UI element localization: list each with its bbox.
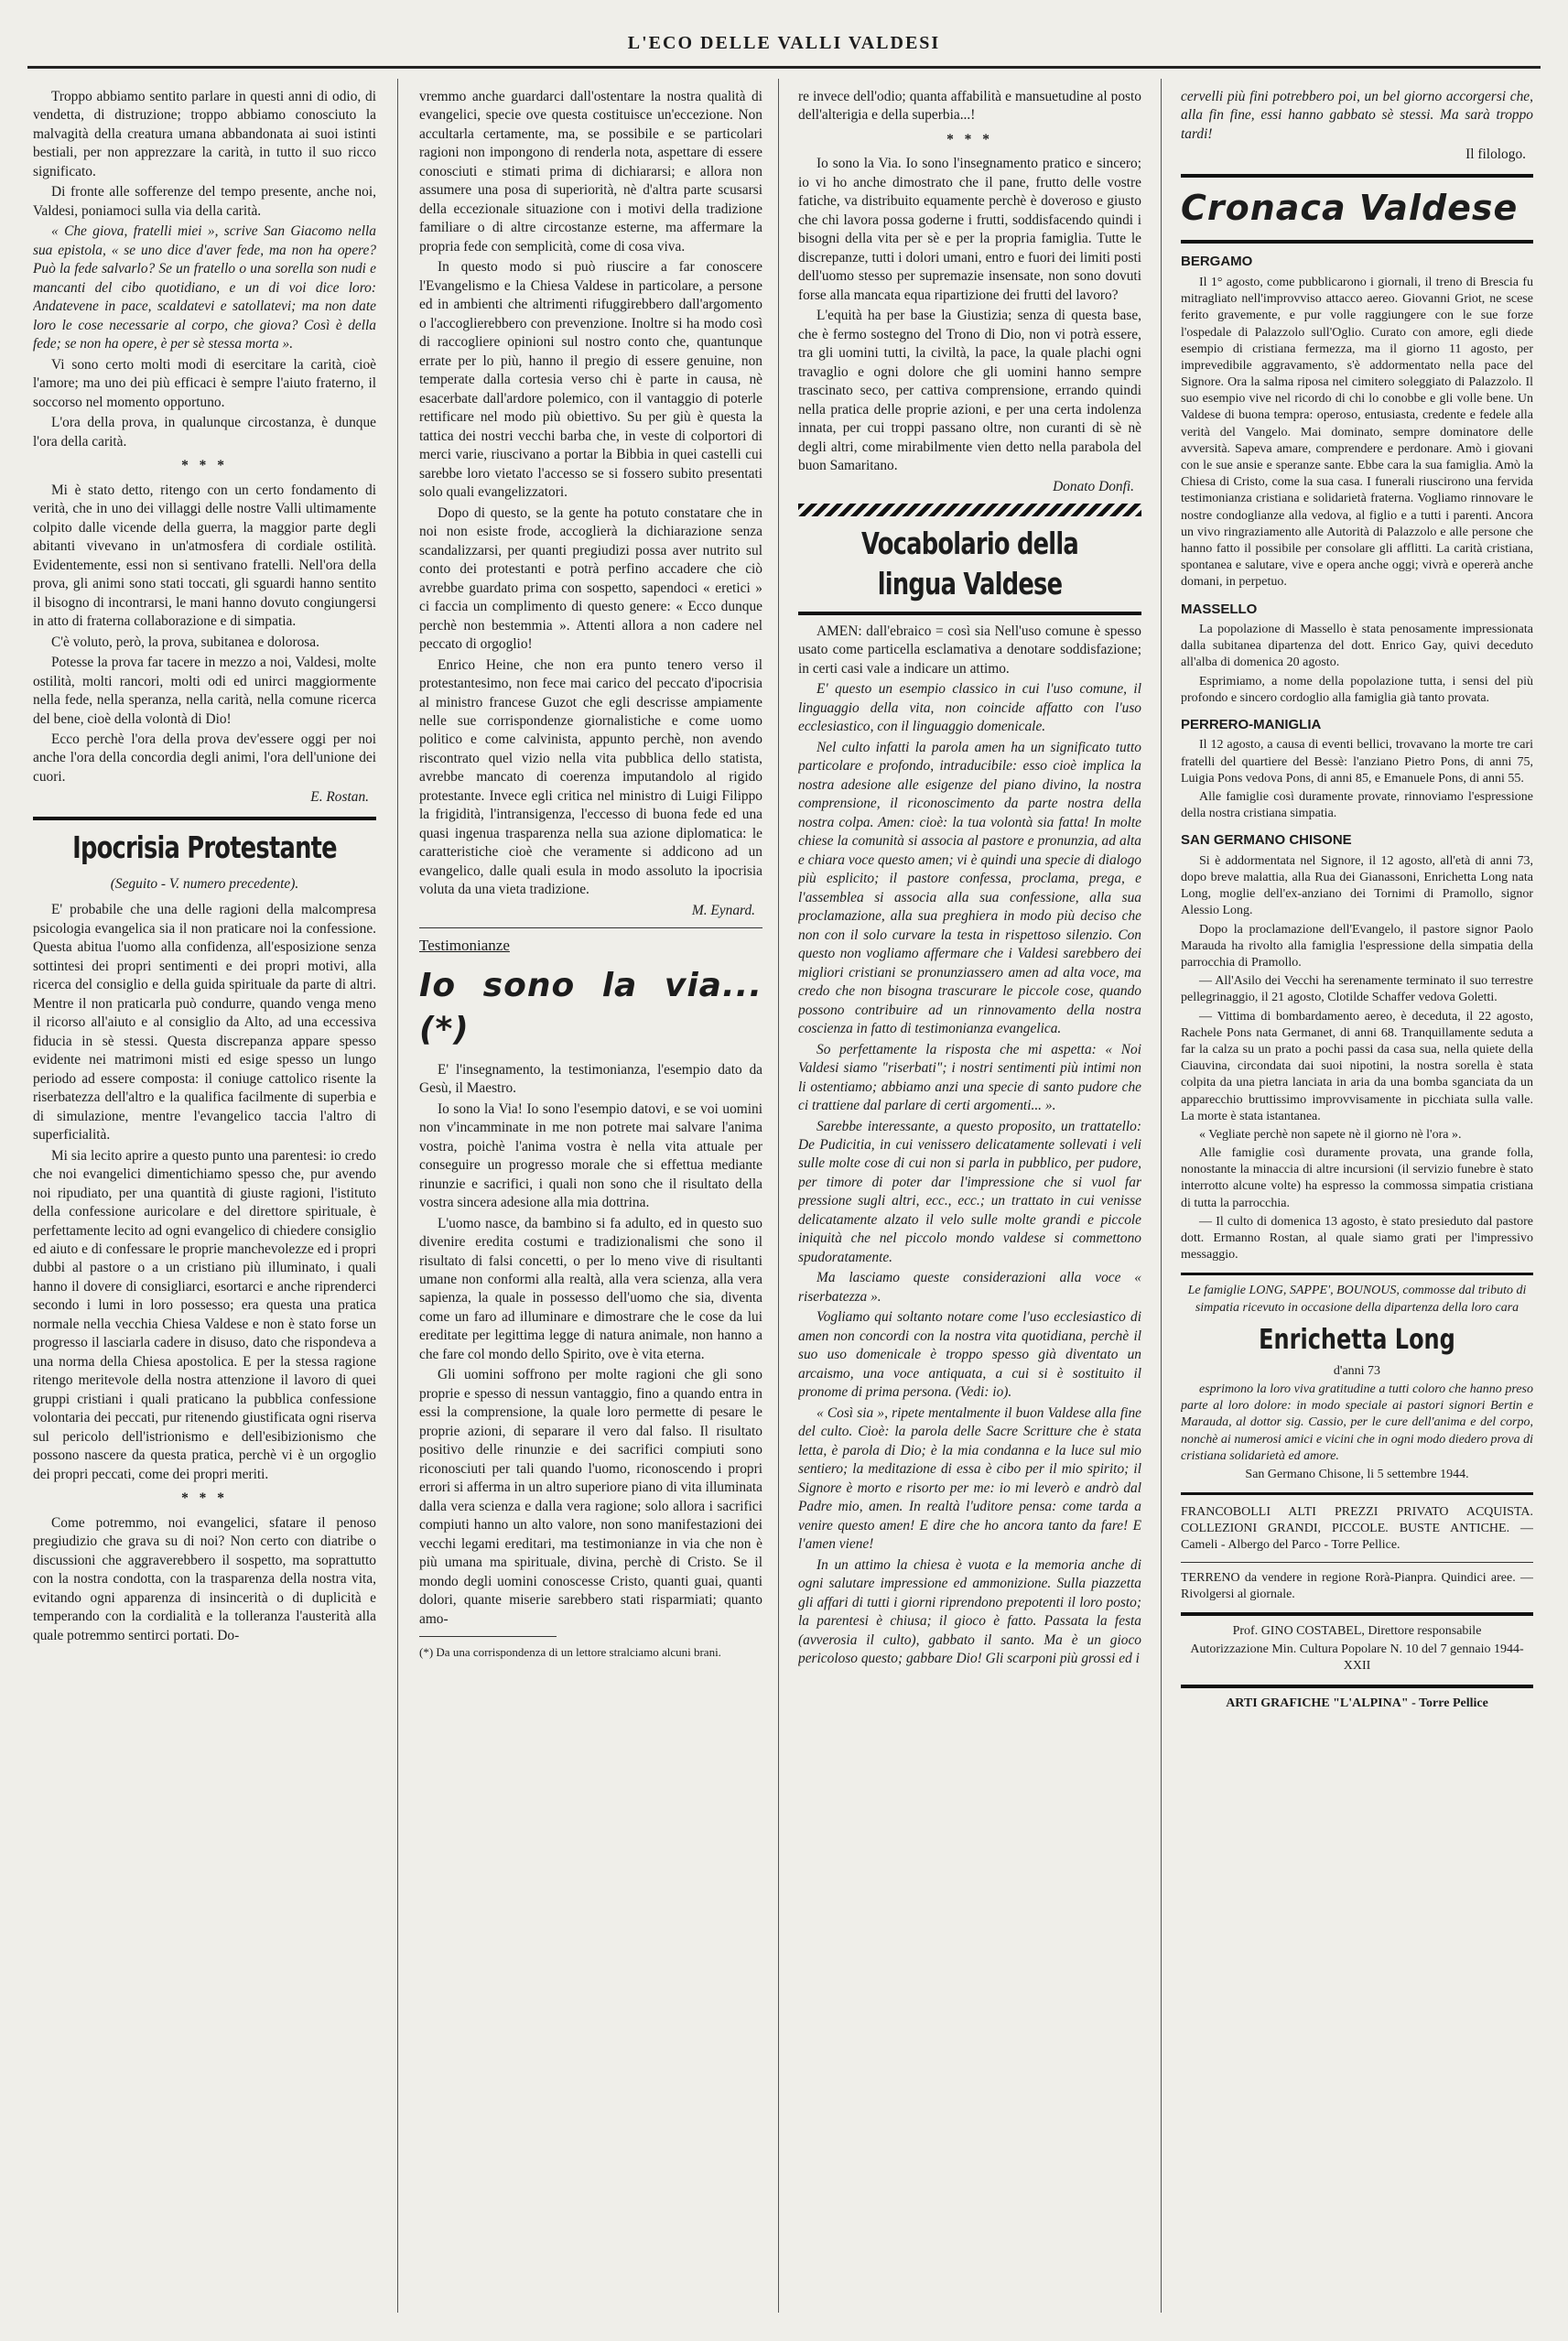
divider [1181,1685,1533,1688]
imprint-editor: Prof. GINO COSTABEL, Direttore responsabile [1232,1624,1482,1639]
paragraph: Ecco perchè l'ora della prova dev'essere oggi per noi anche l'ora della concordia degli animi, l'ora dell'unione dei cuori. [33,731,376,785]
paragraph: E' questo un esempio classico in cui l'uso comune, il linguaggio della vita, non coincide affatto con l'uso ecclesiastico, con il linguaggio domenicale. [798,681,1141,735]
running-head: L'ECO DELLE VALLI VALDESI [627,33,941,53]
place-heading: BERGAMO [1181,254,1253,270]
paragraph: Il 12 agosto, a causa di eventi bellici, trovavano la morte tre cari fratelli del quartiere del Bessè: l'anziano Pietro Pons, di anni 75, Luigia Pons vedova Pons, di anni 85, e Emanuele Pons, di anni 55. [1181,738,1533,786]
paragraph: Alle famiglie così duramente provate, rinnoviamo l'espressione della nostra cristiana simpatia. [1181,790,1533,821]
paragraph: — All'Asilo dei Vecchi ha serenamente terminato il suo terrestre pellegrinaggio, il 21 agosto, Clotilde Schaffer vedova Goletti. [1181,974,1533,1005]
author-signature: M. Eynard. [691,902,755,918]
divider [798,612,1141,615]
imprint-printer: ARTI GRAFICHE "L'ALPINA" - Torre Pellice [1226,1696,1488,1710]
paragraph: « Che giova, fratelli miei », scrive San Giacomo nella sua epistola, « se uno dice d'aver fede, ma non ha opere? Può la fede salvarlo? Se un fratello o una sorella son nudi e mancanti del cibo quotidiano, e un di voi dice loro: Andatevene in pace, scaldatevi e satollatevi; ma non date loro le cose necessarie al corpo, che giova? Così è della fede; se non ha opere, è per sè stessa morta ». [33,223,376,352]
paragraph: Il 1° agosto, come pubblicarono i giornali, il treno di Brescia fu mitragliato nell'improvviso attacco aereo. Giovanni Griot, ne scese ferito gravemente, e pur volle raggiungere con le sue forze l'ospedale di Palazzolo sull'Oglio. Curato con amore, egli diede esempio di cristiana fermezza, ma il giorno 11 agosto, per imprevedibile aggravamento, s'è addormentato nella pace del Signore. Ora la salma riposa nel cimitero soleggiato di Palazzolo. Il suo esempio vive nel ricordo di chi lo conobbe e gli volle bene. Un Valdese di buona tempra: operoso, entusiasta, credente e fedele alla verità del Vangelo. Mai dominato, sempre dominatore delle avversità. Sapeva amare, comprendere e perdonare. Amò i giovani con le sue ansie e speranze sante. Ebbe cara la sua famiglia. Amò la Chiesa di Cristo, come la sua casa. I funerali riuscirono una fervida testimonianza cristiana e solidarietà fraterna. Vogliamo rinnovare le nostre condoglianze alla vedova, al figlio e a tutti i parenti. Ancora un vivo ringraziamento alle Autorità di Palazzolo e alle persone che hanno fatto il possibile per consolare gli afflitti. La carità cristiana, spontanea e salutare, vive e opera anche oggi; vivrà e opererà anche domani, in perpetuo. [1181,275,1533,590]
divider [33,817,376,820]
paragraph: Come potremmo, noi evangelici, sfatare il penoso pregiudizio che grava su di noi? Non certo con diatribe o discussioni che aggraverebbero il sospetto, ma soprattutto con la nostra condotta, con la trasparenza della nostra vita, evitando ogni apparenza di insincerità o di duplicità e temperando con la cordialità e la tolleranza l'austerità alla quale potremmo sentirci portati. Do- [33,1514,376,1643]
article-subtitle: (Seguito - V. numero precedente). [110,875,299,892]
paragraph: AMEN: dall'ebraico = così sia Nell'uso comune è spesso usato come particella esclamativa a denotare soddisfazione; in certi casi vale a indicare un attimo. [798,623,1141,677]
paragraph: « Così sia », ripete mentalmente il buon Valdese alla fine del culto. Cioè: la parola delle Sacre Scritture che è stata letta, è parola di Dio; è la mia condanna e la luce sul mio sentiero; la meditazione di essa è cibo per il mio spirito; il Signore è morto e risorto per me: io mi leverò e andrò dal Padre mio, amen. In realtà l'uditore pensa: come tarda a venire questo amen! E dire che ho ancora tanto da fare! E l'amen viene! [798,1404,1141,1553]
author-signature: Il filologo. [1465,146,1526,163]
divider [1181,240,1533,244]
section-separator: * * * [946,131,993,147]
column-4 [1181,88,1533,2308]
paragraph: Esprimiamo, a nome della popolazione tutta, i sensi del più profondo e sincero cordoglio alla famiglia già tanto provata. [1181,674,1533,705]
paragraph: In un attimo la chiesa è vuota e la memoria anche di ogni salutare impressione ed ammonizione. Sulla piazzetta gli affari di tutti i giorni riprendono prepotenti il loro posto; la parentesi è chiusa; il gioco è fatto. Passata la festa (avverosia il culto), gabbato il santo. Ma è un gioco pericoloso questo; gabbare Dio! Gli scarponi più grossi ed i [798,1556,1141,1667]
paragraph: E' probabile che una delle ragioni della malcompresa psicologia evangelica sia il non praticare noi la confessione. Questa abitua l'uomo alla confidenza, all'esposizione senza sottintesi dei propri sentimenti e dei propri motivi, alla ricerca del consiglio e della guida spirituale da parte di altri. Mentre il non praticarla può condurre, quando venga meno il ricorso all'aiuto e al consiglio da Alto, ad una eccessiva fiducia in sè stessi. Questa discrepanza appare spesso evidente nei matrimoni misti ed esige spesso un lungo periodo ad essere composta: il coniuge cattolico risente la riserbatezza dell'altro e la qualifica facilmente di superbia e di simulazione, mentre l'evangelico taccia l'altro di superficialità. [33,902,376,1143]
paragraph: So perfettamente la risposta che mi aspetta: « Noi Valdesi siamo "riserbati"; i nostri sentimenti più intimi non li ostentiamo; abbiamo anzi una specie di santo pudore che ci trattiene dal parlare di certi argomenti... ». [798,1041,1141,1114]
obituary-notice [1181,1273,1533,1495]
column-1 [33,88,376,2308]
paragraph: C'è voluto, però, la prova, subitanea e dolorosa. [51,634,319,650]
divider [419,927,762,928]
masthead [27,29,1541,69]
decorative-divider [798,504,1141,516]
classified-ad: TERRENO da vendere in regione Rorà-Pianpra. Quindici aree. — Rivolgersi al giornale. [1181,1570,1533,1601]
paragraph: Nel culto infatti la parola amen ha un significato tutto particolare e profondo, intraducibile: esso cioè implica la nostra adesione alle esigenze del piano divino, la nostra comprensione, il riconoscimento da parte nostra della nostra colpa. Amen: cioè: la tua volontà sia fatta! In molte chiese la comunità si associa al pastore e pronunzia, ad alta e chiara voce questo amen; vi è quindi una specie di dialogo più esplicito; il pastore confessa, proclama, prega, e l'assemblea si associa alla sua confessione, alla sua proclamazione, alla sua preghiera in modo più deciso che non con il solo curvare la testa in rispettoso silenzio. Con questo non vogliamo affermare che i Valdesi sarebbero dei migliori cristiani se pronunziassero amen ad alta voce, ma credo che non bisogna trascurare le piccole cose, quando possono contribuire ad un rinnovamento della nostra coscienza in fatto di testimonianza evangelica. [798,739,1141,1037]
column-rule [397,79,398,2313]
classified-ad: FRANCOBOLLI ALTI PREZZI PRIVATO ACQUISTA. COLLEZIONI GRANDI, PICCOLE. BUSTE ANTICHE. — Cameli - Albergo del Parco - Torre Pellice. [1181,1505,1533,1553]
paragraph: vremmo anche guardarci dall'ostentare la nostra qualità di evangelici, specie ove questa costituisce un'eccezione. Non accultarla certamente, ma, se possibile e se particolari ragioni non impongono di renderla nota, aspettare di essere conosciuti e stimati prima di dichiararsi; e allora non assumere una posa di superiorità, nè d'altra parte scusarsi della eccezionale situazione con i motivi della tradizione familiare o di altre circostanze esterne, ma affermare la propria fede con semplicità, come di cosa viva. [419,89,762,255]
divider [1181,174,1533,178]
paragraph: Potesse la prova far tacere in mezzo a noi, Valdesi, molte ostilità, molti rancori, molti odi ed unirci maggiormente nella fede, nella speranza, nella carità, nella comune ricerca del bene, cioè della volontà di Dio! [33,655,376,727]
section-heading: Testimonianze [419,937,510,955]
chronicle-section [1181,253,1533,1263]
paragraph: Enrico Heine, che non era punto tenero verso il protestantesimo, non fece mai carico del peccato d'ipocrisia al ministro francese Guzot che egli descrisse ampiamente nelle sue corrispondenze giornalistiche e come uomo politico e come calvinista, appunto perchè, non avendo riscontrato quel vizio nella vita pubblica dello statista, avrebbe mancato di coerenza imputandolo al rigido protestante. Invece egli critica nel ministro di Luigi Filippo la frigidità, l'intransigenza, l'eccesso di buona fede ed una quasi ingenua trasparenza nella sua azione diplomatica: le caratteristiche cioè che veramente si addicono ad un evangelico, dalle quali esula in modo assoluto la ipocrisia voluta da una vieta tradizione. [419,656,762,898]
place-heading: SAN GERMANO CHISONE [1181,832,1352,849]
column-rule [1161,79,1162,2313]
article-title: Vocabolario della lingua Valdese [861,526,1078,602]
notice-body: esprimono la loro viva gratitudine a tutti coloro che hanno preso parte al loro dolore: in modo speciale ai pastori signori Bertin e Marauda, al dottor sig. Cassio, per le cure dell'anima e del corpo, nonchè ai numerosi amici e vicini che in ogni modo diedero prova di cristiana solidarietà ed amore. [1181,1382,1533,1463]
author-signature: Donato Donfi. [1053,478,1134,494]
paragraph: Dopo di questo, se la gente ha potuto constatare che in noi non esiste frode, accoglierà la dichiarazione senza scandalizzarsi, per quanti pregiudizi possa aver nutrito sul conto dei protestanti e potrà perfino accadere che ciò avrebbe guardato prima con sospetto, sapendoci « eretici » ci faccia un complimento di questo genere: « Ecco dunque perchè non bestemmia ». Attenti allora a non cadere nel peccato di orgoglio! [419,504,762,653]
paragraph: Di fronte alle sofferenze del tempo presente, anche noi, Valdesi, poniamoci sulla via della carità. [33,184,376,219]
place-heading: PERRERO-MANIGLIA [1181,716,1322,732]
column-3 [798,88,1141,2308]
paragraph: Sarebbe interessante, a questo proposito, un trattatello: De Pudicitia, in cui venissero delicatamente sollevati i veli sulle molte cose di cui non si parla in pubblico, per pudore, per timore di poter dar l'impressione che si vuol far pressione sugli altri, ecc., ecc.; un trattato in cui venisse delicatamente alzato il velo sulle molte grandi e piccole iniquità che nel piccolo mondo valdese si commettono spudoratamente. [798,1118,1141,1265]
article-title: Cronaca Valdese [1181,187,1519,228]
notice-name: Enrichetta Long [1259,1323,1455,1356]
article-title: Ipocrisia Protestante [72,829,337,865]
paragraph: Si è addormentata nel Signore, il 12 agosto, all'età di anni 73, dopo breve malattia, alla Rua dei Gianassoni, Enrichetta Long nata Long, moglie dell'ex-anziano dei Tornimi di Pramollo, signor Alessio Long. [1181,853,1533,918]
place-heading: MASSELLO [1181,601,1258,617]
classified-ads [1181,1504,1533,1712]
paragraph: Dopo la proclamazione dell'Evangelo, il pastore signor Paolo Marauda ha rivolto alla famiglia l'espressione della simpatia della parrocchia di Pramollo. [1181,922,1533,970]
paragraph: Mi è stato detto, ritengo con un certo fondamento di verità, che in uno dei villaggi delle nostre Valli ultimamente colpito dalle vicende della guerra, la maggior parte degli abitanti vivevano in un'atmosfera di cordiale ostilità. Evidentemente, essi non si sentivano fratelli. Nell'ora della prova, gli animi sono stati toccati, gli sguardi hanno sentito il bisogno di incontrarsi, le mani hanno dovuto congiungersi in atto di fraterna collaborazione e di simpatia. [33,482,376,630]
imprint-authorization: Autorizzazione Min. Cultura Popolare N. 10 del 7 gennaio 1944-XXII [1190,1642,1524,1674]
paragraph: Gli uomini soffrono per molte ragioni che gli sono proprie e spesso di nessun vantaggio, fino a quando entra in essi la comprensione, la quale loro permette di pesare le proprie azioni, di separare il vero dal falso. Il risultato positivo delle rinunzie e dei sacrifici compiuti sono riconosciuti per tali quando l'uomo, riconoscendo i propri errori si afferma in un altro superiore piano di vita illuminata dalla vera scienza e dalla vera ragione; solo allora i sacrifici compiuti hanno un alto valore, non sono manifestazioni dei vecchi legami ereditari, ma testimonianze in via che non è più umana ma spirituale, divina, perchè di Cristo. Se il mondo degli uomini conoscesse Cristo, quanti guai, quanti dolori, quante miserie sarebbero stati risparmiati; quanto amo- [419,1367,762,1627]
section-separator: * * * [181,458,228,474]
notice-place: San Germano Chisone, li 5 settembre 1944. [1245,1467,1469,1481]
paragraph: In questo modo si può riuscire a far conoscere l'Evangelismo e la Chiesa Valdese in particolare, a persone ed in ambienti che altrimenti rifuggirebbero dall'argomento o l'accoglierebbero con prevenzione. Inoltre si ha modo così di raccogliere opinioni sul nostro conto che, quantunque errate per lo più, hanno il pregio di essere genuine, non temperate dalla cortesia verso chi è parte in causa, nè esacerbate dall'ardore polemico, con il vantaggio di poterle rettificare nel modo più obiettivo. Su per giù è questa la tattica dei nostri vecchi barba che, in veste di colportori di merci varie, riuscivano a portar la Bibbia in quei castelli cui sarebbe loro vietato l'accesso se si fossero subito presentati solo quali evangelizzatori. [419,259,762,501]
divider [1181,1612,1533,1616]
paragraph: Io sono la Via. Io sono l'insegnamento pratico e sincero; io vi ho anche dimostrato che il pane, frutto delle vostre fatiche, va distribuito equamente perchè è doveroso e giusto che chi lavora possa goderne i frutti, soddisfacendo quindi i bisogni della vita per sè e per la propria famiglia. Tutte le discrepanze, tutti i dolori umani, entro e fuori dei limiti posti dell'uomo stesso per supremazie insensate, non sono dovuti forse alla mancata equa ripartizione dei frutti del lavoro? [798,156,1141,303]
section-separator: * * * [181,1490,228,1507]
notice-age: d'anni 73 [1333,1363,1381,1378]
paragraph: Troppo abbiamo sentito parlare in questi anni di odio, di vendetta, di distruzione; troppo abbiamo conosciuto la malvagità della creatura umana abbandonata ai suoi istinti bestiali, per non apprezzare la carità, in tutto il suo ricco significato. [33,89,376,179]
paragraph: L'ora della prova, in qualunque circostanza, è dunque l'ora della carità. [33,415,376,450]
paragraph: L'equità ha per base la Giustizia; senza di questa base, che è fermo sostegno del Trono di Dio, non vi potrà essere, tra gli uomini tutti, la civiltà, la pace, la quale plachi ogni travaglio e ogni dolore che gli uomini hanno sempre trascinato seco, per cattiva comprensione, errando quindi nella pratica delle proprie azioni, e per una certa indolenza innata, per cui troppi passano oltre, non curanti di sè nè degli altri, come mirabilmente vien detto nella parabola del buon Samaritano. [798,308,1141,474]
paragraph: Ma lasciamo queste considerazioni alla voce « riserbatezza ». [798,1270,1141,1305]
paragraph: L'uomo nasce, da bambino si fa adulto, ed in questo suo divenire eredita costumi e tradizionalismi che sono il risultato di falsi concetti, o per lo meno vive di risultanti umane non conformi alla realtà, alla vera scienza, alla vera sapienza, la quale in possesso dell'uomo che sia, diventa come un faro ad illuminare e dimostrare che le cose da lui ereditate per legittima legge di natura animale, non hanno a che fare col mondo dello Spirito, ove è vita eterna. [419,1215,762,1362]
footnote: (*) Da una corrispondenza di un lettore stralciamo alcuni brani. [419,1645,721,1660]
paragraph: — Il culto di domenica 13 agosto, è stato presieduto dal pastore dott. Ermanno Rostan, al quale siamo grati per l'impressivo messaggio. [1181,1214,1533,1263]
paragraph: Vogliamo qui soltanto notare come l'uso ecclesiastico di amen non concordi con la nostra vita quotidiana, perchè il suo uso domenicale è troppo spesso già diventato un arcaismo, una voce antiquata, a cui si è sostituito il pronome di prima persona. (Vedi: io). [798,1309,1141,1401]
paragraph: cervelli più fini potrebbero poi, un bel giorno accorgersi che, alla fin fine, essi hanno gabbato sè stessi. Ma sarà troppo tardi! [1181,89,1533,142]
paragraph: La popolazione di Massello è stata penosamente impressionata dalla subitanea dipartenza del dott. Enrico Gay, quivi deceduto all'alba di domenica 20 agosto. [1181,623,1533,670]
column-rule [778,79,779,2313]
paragraph: Vi sono certo molti modi di esercitare la carità, cioè l'amore; ma uno dei più efficaci è sempre l'aiuto fraterno, il soccorso nel momento opportuno. [33,356,376,410]
paragraph: « Vegliate perchè non sapete nè il giorno nè l'ora ». [1199,1127,1462,1142]
paragraph: Mi sia lecito aprire a questo punto una parentesi: io credo che noi evangelici dimentichiamo spesso che, pur avendo noi ripudiato, per una quantità di giuste ragioni, l'istituto della confessione auricolare e del direttore spirituale, è perfettamente lecito ad ogni evangelico di chiedere consiglio ed aiuto e di confessare le proprie manchevolezze ed i propri dubbi al pastore o a un cristiano più illuminato, i quali hanno il dovere di consigliarci, esortarci e anche riprenderci secondo i lumi in loro possesso; era questa una pratica normale nella vecchia Chiesa Valdese e non è stato forse un progresso il lasciarla cadere in disuso, dato che rispondeva a una norma della Chiesa apostolica. E per la stessa ragione ritengo meritevole della nostra attenzione il lavoro di quei gruppi cristiani i quali praticano la pubblica confessione volontaria dei peccati, pur ritenendo giustificata ogni riserva sul pericolo dell'istrionismo e dell'esibizionismo che possono nascere da questa pratica, perchè vi è un orgoglio dei propri peccati, come dei propri meriti. [33,1147,376,1482]
paragraph: re invece dell'odio; quanta affabilità e mansuetudine al posto dell'alterigia e della superbia...! [798,89,1141,124]
paragraph: Io sono la Via! Io sono l'esempio datovi, e se voi uomini non v'incamminate in me non potrete mai salvare l'anima vostra, poichè l'anima vostra è nella vita attuale per conseguire un progresso morale che si effettua mediante rinunzie e sacrifici, i quali non sono che il risultato della vostra sincera adesione alla mia dottrina. [419,1100,762,1211]
footnote-rule [419,1636,557,1637]
divider [1181,1562,1533,1563]
column-2 [419,88,762,2308]
paragraph: E' l'insegnamento, la testimonianza, l'esempio dato da Gesù, il Maestro. [419,1061,762,1097]
author-signature: E. Rostan. [310,789,369,806]
paragraph: — Vittima di bombardamento aereo, è deceduta, il 22 agosto, Rachele Pons nata Germanet, di anni 68. Tranquillamente seduta a far la calza su un prato a pochi passi da casa sua, nella quiete della Ciauvina, circondata dai suoi nipotini, la nostra sorella è stata colpita da una pietra lanciata in aria da una bomba sganciata da un apparecchio bruttissimo improvvisamente in picchiata sulla valle. La morte è stata istantanea. [1181,1009,1533,1123]
article-title: Io sono la via...(*) [419,966,762,1048]
paragraph: Alle famiglie così duramente provata, una grande folla, nonostante la minaccia di altre incursioni (il servizio funebre è stato interrotto alcune volte) ha espresso la commossa simpatia cristiana di tutta la parrocchia. [1181,1146,1533,1210]
notice-intro: Le famiglie LONG, SAPPE', BOUNOUS, commosse dal tributo di simpatia ricevuto in occasione della dipartenza della loro cara [1187,1284,1527,1315]
